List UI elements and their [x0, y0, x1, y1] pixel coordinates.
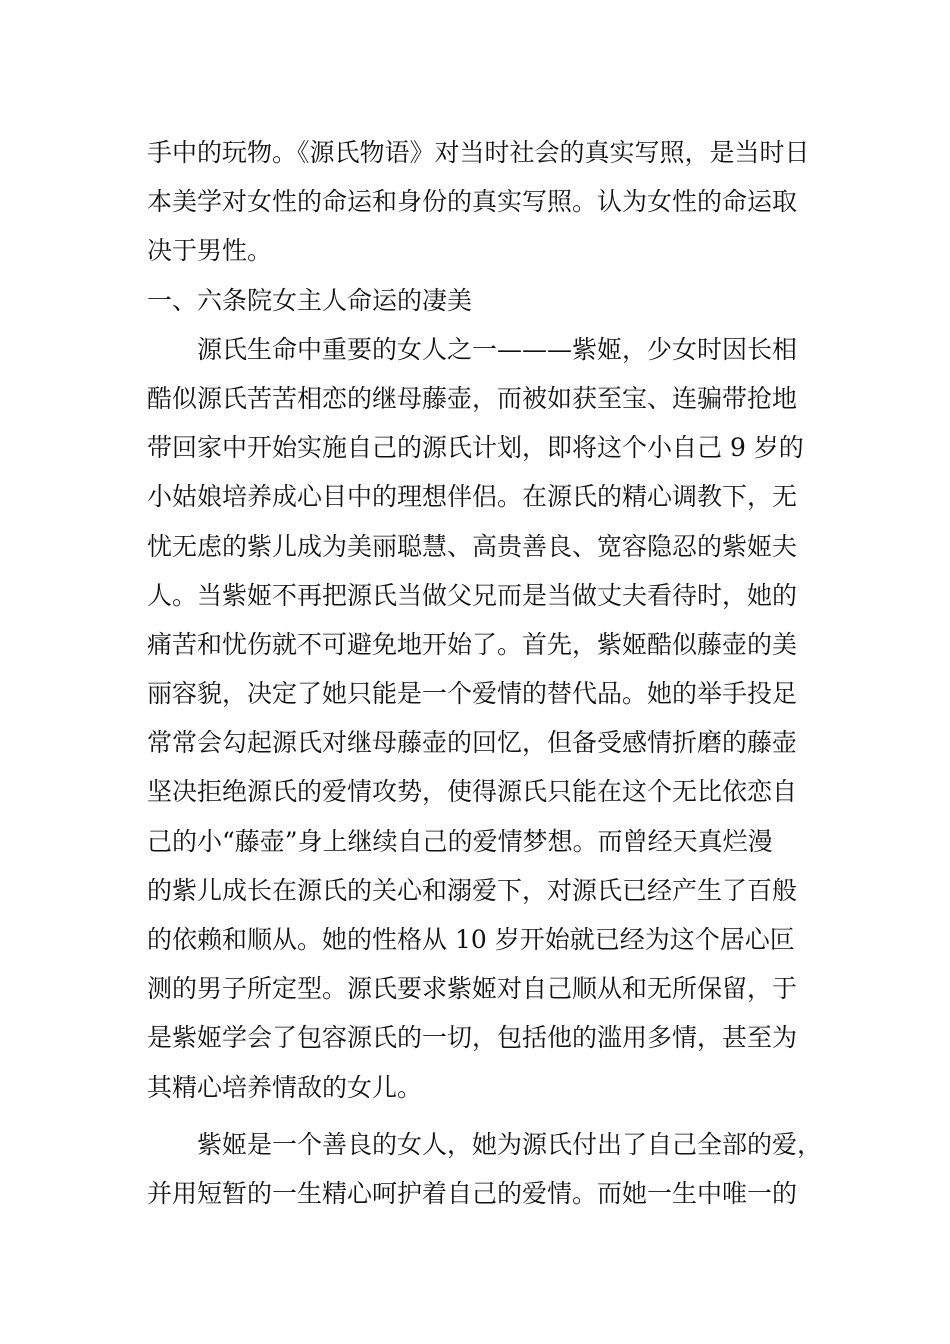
text-line: 的依赖和顺从。她的性格从 10 岁开始就已经为这个居心叵 — [147, 925, 795, 954]
section-heading: 一、六条院女主人命运的凄美 — [147, 285, 473, 315]
text-line: 决于男性。 — [147, 236, 273, 266]
text-line: 常常会勾起源氏对继母藤壶的回忆，但备受感情折磨的藤壶 — [147, 728, 798, 758]
text-line: 丽容貌，决定了她只能是一个爱情的替代品。她的举手投足 — [147, 679, 798, 709]
text-line: 是紫姬学会了包容源氏的一切，包括他的滥用多情，甚至为 — [147, 1023, 798, 1053]
text-line: 源氏生命中重要的女人之一———紫姬，少女时因长相 — [197, 334, 798, 364]
text-line: 人。当紫姬不再把源氏当做父兄而是当做丈夫看待时，她的 — [147, 580, 798, 610]
text-line: 紫姬是一个善良的女人，她为源氏付出了自己全部的爱， — [197, 1129, 823, 1159]
text-line: 痛苦和忧伤就不可避免地开始了。首先，紫姬酷似藤壶的美 — [147, 629, 798, 659]
text-line: 坚决拒绝源氏的爱情攻势，使得源氏只能在这个无比依恋自 — [147, 777, 798, 807]
text-line: 本美学对女性的命运和身份的真实写照。认为女性的命运取 — [147, 187, 798, 217]
text-line: 小姑娘培养成心目中的理想伴侣。在源氏的精心调教下，无 — [147, 482, 798, 512]
text-line: 的紫儿成长在源氏的关心和溺爱下，对源氏已经产生了百般 — [147, 875, 798, 905]
text-line: 手中的玩物。《源氏物语》对当时社会的真实写照，是当时日 — [147, 138, 810, 167]
text-line: 忧无虑的紫儿成为美丽聪慧、高贵善良、宽容隐忍的紫姬夫 — [147, 531, 798, 561]
text-line: 并用短暂的一生精心呵护着自己的爱情。而她一生中唯一的 — [147, 1178, 798, 1208]
text-line: 己的小“藤壶”身上继续自己的爱情梦想。而曾经天真烂漫 — [147, 826, 773, 856]
text-line: 其精心培养情敌的女儿。 — [147, 1072, 423, 1102]
text-line: 带回家中开始实施自己的源氏计划，即将这个小自己 9 岁的 — [147, 433, 804, 463]
text-line: 测的男子所定型。源氏要求紫姬对自己顺从和无所保留，于 — [147, 974, 798, 1004]
text-line: 酷似源氏苦苦相恋的继母藤壶，而被如获至宝、连骗带抢地 — [147, 383, 798, 413]
document-body — [147, 128, 827, 1218]
